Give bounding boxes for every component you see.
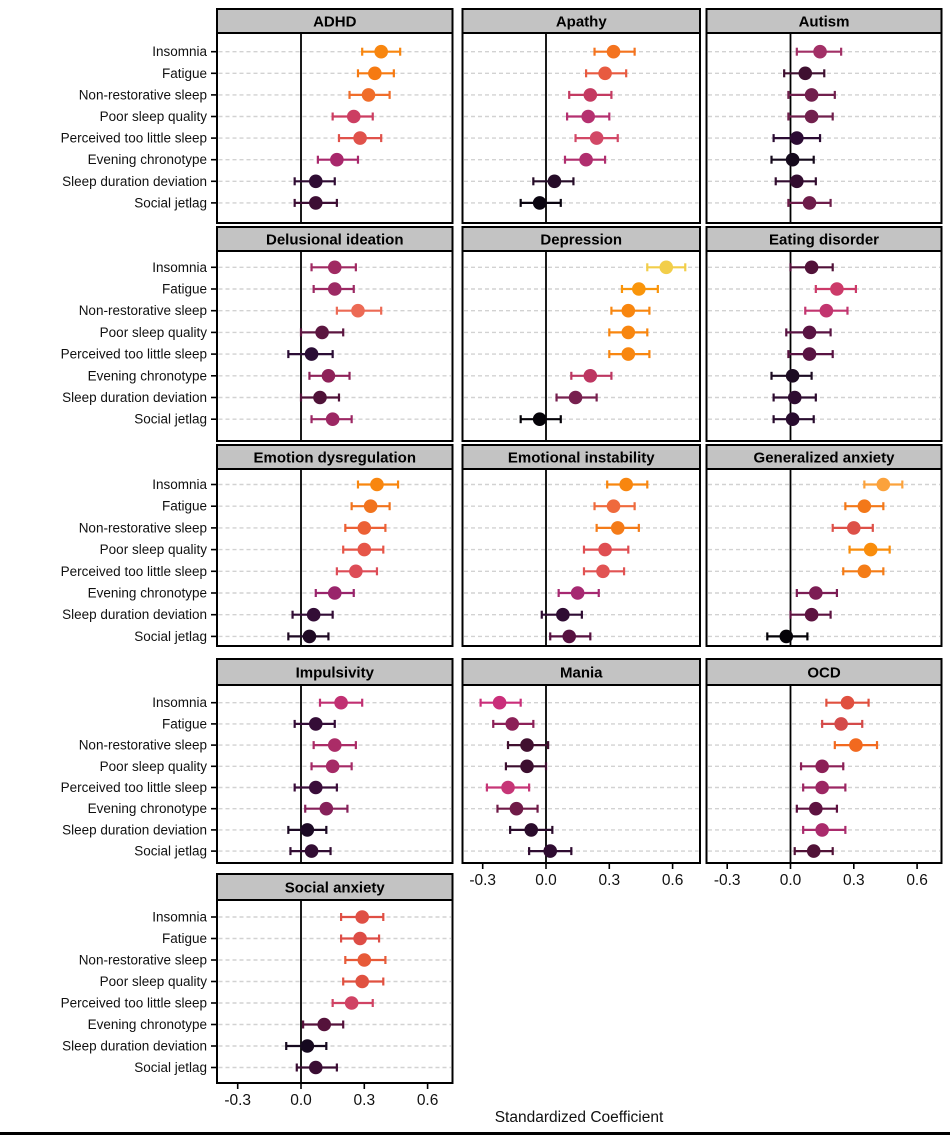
category-label: Non-restorative sleep [78,87,207,103]
facet-title: Autism [798,13,850,31]
category-label: Evening chronotype [87,801,207,817]
panel-background [707,33,942,223]
point-estimate [320,802,334,816]
category-label: Sleep duration deviation [62,1038,207,1054]
facet-autism [707,9,942,223]
category-label: Fatigue [161,65,207,81]
point-estimate [659,261,673,275]
category-label: Fatigue [161,716,207,732]
category-label: Poor sleep quality [99,758,207,774]
point-estimate [533,196,547,210]
point-estimate [579,153,593,167]
point-estimate [353,932,367,946]
point-estimate [345,996,359,1010]
point-estimate [370,478,384,492]
point-estimate [598,543,612,557]
point-estimate [351,304,365,318]
point-estimate [621,347,635,361]
category-label: Evening chronotype [87,368,207,384]
category-label: Non-restorative sleep [78,952,207,968]
point-estimate [858,499,872,513]
point-estimate [309,175,323,189]
facet-title: Generalized anxiety [753,449,895,467]
category-label: Perceived too little sleep [60,346,207,362]
point-estimate [548,175,562,189]
point-estimate [543,844,557,858]
point-estimate [362,88,376,102]
category-label: Fatigue [161,498,207,514]
point-estimate [611,521,625,535]
point-estimate [621,326,635,340]
point-estimate [788,391,802,405]
category-label: Sleep duration deviation [62,822,207,838]
facet-title: ADHD [313,13,357,31]
point-estimate [619,478,633,492]
point-estimate [505,717,519,731]
x-axis-tick-label: 0.3 [843,872,865,889]
point-estimate [786,369,800,383]
x-axis-tick-label: 0.0 [290,1092,312,1109]
category-label: Social jetlag [134,411,207,427]
category-label: Non-restorative sleep [78,520,207,536]
facet-emotion-dysregulation [61,445,453,646]
point-estimate [805,608,819,622]
point-estimate [307,608,321,622]
point-estimate [847,521,861,535]
point-estimate [326,412,340,426]
x-axis-tick-label: 0.6 [906,872,928,889]
category-label: Poor sleep quality [99,974,207,989]
point-estimate [493,696,507,710]
facet-title: Apathy [555,13,607,31]
point-estimate [374,45,388,59]
point-estimate [805,88,819,102]
point-estimate [301,823,315,837]
point-estimate [315,326,329,340]
x-axis-tick-label: 0.3 [353,1092,376,1109]
point-estimate [328,282,342,296]
point-estimate [815,781,829,795]
point-estimate [590,131,604,145]
point-estimate [864,543,878,557]
x-axis-tick-label: -0.3 [224,1092,252,1109]
point-estimate [313,391,327,405]
point-estimate [328,261,342,275]
category-label: Social jetlag [134,1060,207,1075]
point-estimate [581,110,595,124]
facet-title: Eating disorder [768,231,880,249]
category-label: Poor sleep quality [99,542,207,558]
point-estimate [533,412,547,426]
point-estimate [803,326,817,340]
point-estimate [358,543,372,557]
panel-background [217,900,453,1083]
category-label: Insomnia [152,909,207,925]
facet-title: Delusional ideation [265,231,404,249]
point-estimate [520,760,534,774]
point-estimate [803,347,817,361]
facet-generalized-anxiety [707,445,942,646]
x-axis-tick-label: 0.6 [661,872,684,889]
category-label: Perceived too little sleep [60,780,207,795]
facet-title: Mania [559,664,603,682]
category-label: Perceived too little sleep [60,995,207,1011]
point-estimate [607,45,621,59]
point-estimate [815,760,829,774]
facet-title: Impulsivity [295,664,374,682]
category-label: Evening chronotype [87,152,207,168]
category-label: Poor sleep quality [99,324,207,340]
point-estimate [358,521,372,535]
facet-title: OCD [807,664,841,682]
facet-mania [463,659,701,889]
x-axis-tick-label: -0.3 [713,872,741,889]
facet-eating-disorder [707,227,942,441]
facet-impulsivity [61,659,453,863]
category-label: Insomnia [152,259,207,275]
panel-background [217,251,453,441]
point-estimate [303,630,317,644]
category-label: Sleep duration deviation [62,607,207,623]
panel-background [217,469,453,646]
facet-depression [463,227,701,441]
x-axis-tick-label: 0.0 [535,872,557,889]
point-estimate [786,412,800,426]
point-estimate [358,953,372,967]
point-estimate [598,67,612,81]
point-estimate [779,630,793,644]
panel-background [463,251,701,441]
panel-background [463,33,701,223]
facet-ocd [707,659,942,889]
point-estimate [596,565,610,579]
point-estimate [607,499,621,513]
point-estimate [803,196,817,210]
point-estimate [309,781,323,795]
point-estimate [571,586,585,600]
facet-title: Social anxiety [284,879,385,897]
category-label: Non-restorative sleep [78,303,207,319]
point-estimate [334,696,348,710]
point-estimate [524,823,538,837]
point-estimate [355,975,369,989]
category-label: Poor sleep quality [99,109,207,124]
point-estimate [328,738,342,752]
facet-title: Depression [540,231,623,249]
point-estimate [501,781,515,795]
point-estimate [790,131,804,145]
point-estimate [317,1018,331,1032]
point-estimate [798,67,812,81]
category-label: Evening chronotype [87,585,207,601]
point-estimate [877,478,891,492]
point-estimate [309,1061,323,1075]
point-estimate [805,110,819,124]
point-estimate [813,45,827,59]
category-label: Social jetlag [134,195,207,211]
category-label: Fatigue [161,931,207,946]
point-estimate [347,110,361,124]
point-estimate [305,844,319,858]
point-estimate [858,565,872,579]
x-axis-title: Standardized Coefficient [494,1109,664,1126]
point-estimate [305,347,319,361]
point-estimate [815,823,829,837]
facet-emotional-instability [463,445,701,646]
point-estimate [834,717,848,731]
category-label: Social jetlag [134,843,207,859]
panel-background [463,685,701,863]
category-label: Non-restorative sleep [78,737,207,753]
x-axis-tick-label: 0.3 [598,872,621,889]
panel-background [463,469,701,646]
point-estimate [584,88,598,102]
point-estimate [322,369,336,383]
point-estimate [520,738,534,752]
point-estimate [569,391,583,405]
point-estimate [790,175,804,189]
point-estimate [830,282,844,296]
point-estimate [632,282,646,296]
panel-background [217,685,453,863]
point-estimate [841,696,855,710]
point-estimate [349,565,363,579]
panel-background [217,33,453,223]
category-label: Sleep duration deviation [62,173,207,189]
point-estimate [807,844,821,858]
point-estimate [309,717,323,731]
category-label: Evening chronotype [87,1017,207,1032]
facet-title: Emotion dysregulation [253,449,417,467]
category-label: Insomnia [152,477,207,492]
point-estimate [849,738,863,752]
point-estimate [805,261,819,275]
x-axis-tick-label: 0.0 [779,872,802,889]
point-estimate [556,608,570,622]
category-label: Social jetlag [134,628,207,644]
category-label: Perceived too little sleep [60,563,207,579]
category-label: Fatigue [161,281,207,297]
point-estimate [301,1039,315,1053]
point-estimate [510,802,524,816]
point-estimate [820,304,834,318]
point-estimate [809,802,823,816]
facet-adhd [61,9,453,223]
point-estimate [353,131,367,145]
point-estimate [355,910,369,924]
point-estimate [330,153,344,167]
facet-delusional-ideation [61,227,453,441]
bottom-rule [0,1132,950,1135]
panel-background [707,251,942,441]
category-label: Sleep duration deviation [62,390,207,405]
category-label: Insomnia [152,44,207,60]
point-estimate [368,67,382,81]
x-axis-tick-label: -0.3 [469,872,497,889]
point-estimate [809,586,823,600]
point-estimate [364,499,378,513]
facet-title: Emotional instability [507,449,655,467]
x-axis-tick-label: 0.6 [416,1092,439,1109]
point-estimate [328,586,342,600]
point-estimate [584,369,598,383]
point-estimate [562,630,576,644]
point-estimate [326,760,340,774]
point-estimate [309,196,323,210]
facet-social-anxiety [61,874,453,1109]
panel-background [707,469,942,646]
facet-apathy [463,9,701,223]
category-label: Perceived too little sleep [60,130,207,146]
point-estimate [786,153,800,167]
category-label: Insomnia [152,695,207,711]
point-estimate [621,304,635,318]
